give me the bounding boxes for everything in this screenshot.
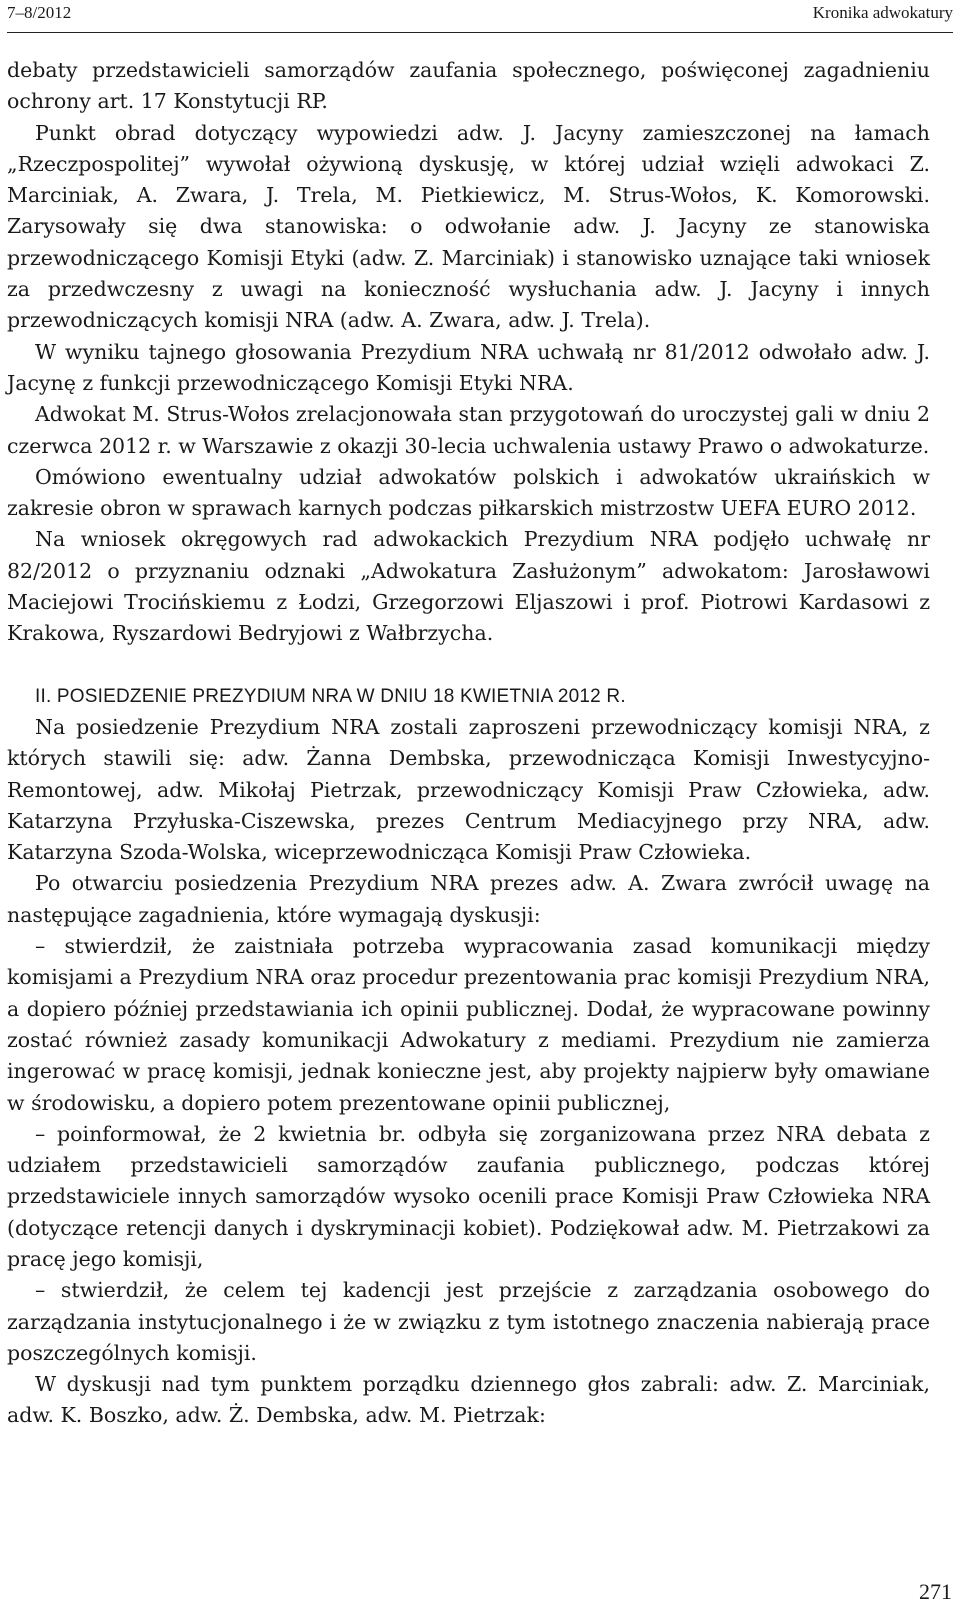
paragraph: Adwokat M. Strus-Wołos zrelacjonowała stan przygotowań do uroczystej gali w dniu 2 czerwca 2012 r. w Warszawie z okazji 30-lecia uchwalenia ustawy Prawo o adwokaturze.	[7, 402, 930, 458]
article-body	[7, 55, 930, 1432]
paragraph: Na posiedzenie Prezydium NRA zostali zaproszeni przewodniczący komisji NRA, z których stawili się: adw. Żanna Dembska, przewodnicząca Komisji Inwestycyjno-Remontowej, adw. Mikołaj Pietrzak, przewodniczący Komisji Praw Człowieka, adw. Katarzyna Przyłuska-Ciszewska, prezes Centrum Mediacyjnego przy NRA, adw. Katarzyna Szoda-Wolska, wiceprzewodnicząca Komisji Praw Człowieka.	[7, 714, 930, 865]
page-number: 271	[919, 1579, 952, 1604]
running-header	[7, 0, 953, 33]
journal-title: Kronika adwokatury	[812, 3, 953, 22]
paragraph: Punkt obrad dotyczący wypowiedzi adw. J. Jacyny zamieszczonej na łamach „Rzeczpospolitej” wywołał ożywioną dyskusję, w której udział wzięli adwokaci Z. Marciniak, A. Zwara, J. Trela, M. Pietkiewicz, M. Strus-Wołos, K. Komorowski. Zarysowały się dwa stanowiska: o odwołanie adw. J. Jacyny ze stanowiska przewodniczącego Komisji Etyki (adw. Z. Marciniak) i stanowisko uznające taki wniosek za przedwczesny z uwagi na konieczność wysłuchania adw. J. Jacyny i innych przewodniczących komisji NRA (adw. A. Zwara, adw. J. Trela).	[7, 120, 930, 333]
paragraph-continuation: debaty przedstawicieli samorządów zaufania społecznego, poświęconej zagadnieniu ochrony art. 17 Konstytucji RP.	[7, 58, 930, 114]
issue-number: 7–8/2012	[7, 3, 72, 22]
paragraph: Na wniosek okręgowych rad adwokackich Prezydium NRA podjęło uchwałę nr 82/2012 o przyznaniu odznaki „Adwokatura Zasłużonym” adwokatom: Jarosławowi Maciejowi Trocińskiemu z Łodzi, Grzegorzowi Eljaszowi i prof. Piotrowi Kardasowi z Krakowa, Ryszardowi Bedryjowi z Wałbrzycha.	[7, 527, 930, 646]
paragraph: Omówiono ewentualny udział adwokatów polskich i adwokatów ukraińskich w zakresie obron w sprawach karnych podczas piłkarskich mistrzostw UEFA EURO 2012.	[7, 464, 930, 521]
paragraph: W dyskusji nad tym punktem porządku dziennego głos zabrali: adw. Z. Marciniak, adw. K. Boszko, adw. Ż. Dembska, adw. M. Pietrzak:	[7, 1372, 930, 1428]
section-heading: II. POSIEDZENIE PREZYDIUM NRA W DNIU 18 KWIETNIA 2012 R.	[35, 685, 626, 707]
list-item: – poinformował, że 2 kwietnia br. odbyła się zorganizowana przez NRA debata z udziałem przedstawicieli samorządów zaufania publicznego, podczas której przedstawiciele innych samorządów wysoko ocenili prace Komisji Praw Człowieka NRA (dotyczące retencji danych i dyskryminacji kobiet). Podziękował adw. M. Pietrzakowi za pracę jego komisji,	[7, 1121, 930, 1271]
list-item: – stwierdził, że celem tej kadencji jest przejście z zarządzania osobowego do zarządzania instytucjonalnego i że w związku z tym istotnego znaczenia nabierają prace poszczególnych komisji.	[7, 1278, 930, 1365]
paragraph: W wyniku tajnego głosowania Prezydium NRA uchwałą nr 81/2012 odwołało adw. J. Jacynę z funkcji przewodniczącego Komisji Etyki NRA.	[7, 339, 930, 395]
paragraph: Po otwarciu posiedzenia Prezydium NRA prezes adw. A. Zwara zwrócił uwagę na następujące zagadnienia, które wymagają dyskusji:	[7, 871, 930, 927]
list-item: – stwierdził, że zaistniała potrzeba wypracowania zasad komunikacji między komisjami a Prezydium NRA oraz procedur prezentowania prac komisji Prezydium NRA, a dopiero później przedstawiania ich opinii publicznej. Dodał, że wypracowane powinny zostać również zasady komunikacji Adwokatury z mediami. Prezydium nie zamierza ingerować w pracę komisji, jednak konieczne jest, aby projekty najpierw były omawiane w środowisku, a dopiero potem prezentowane opinii publicznej,	[7, 934, 930, 1115]
